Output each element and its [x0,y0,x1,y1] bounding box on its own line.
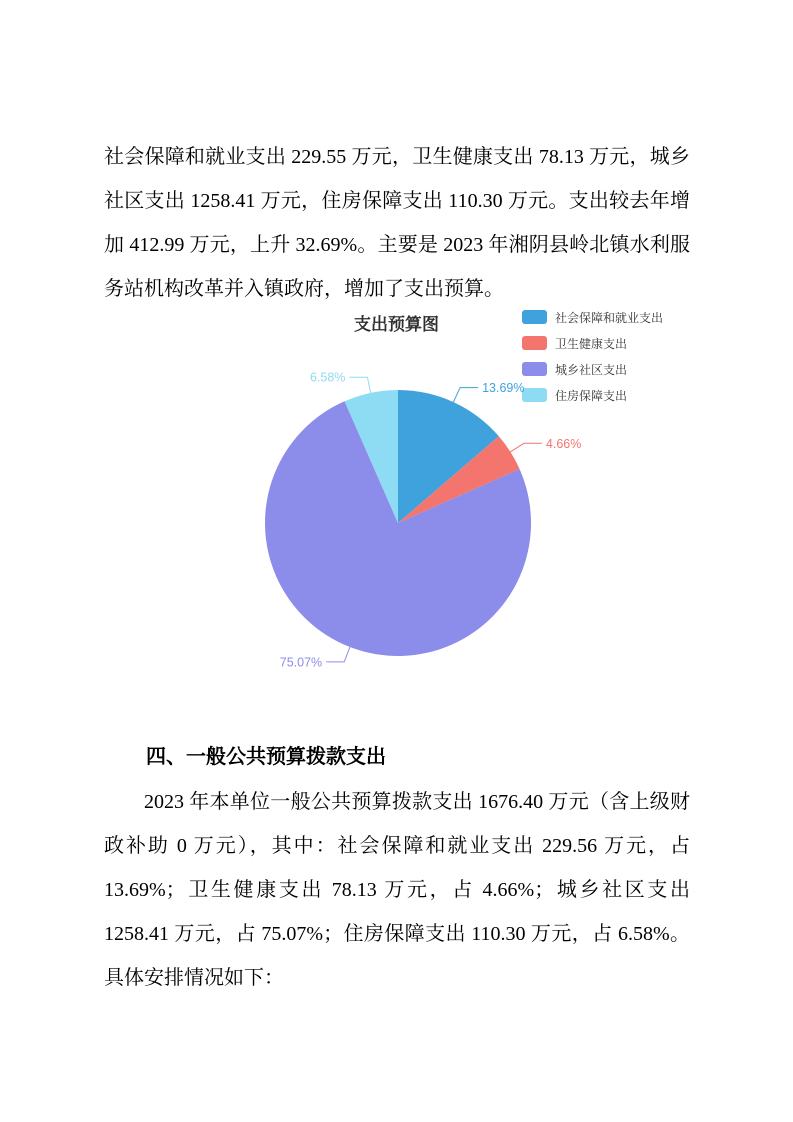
paragraph-budget-detail: 2023 年本单位一般公共预算拨款支出 1676.40 万元（含上级财政补助 0 万元），其中：社会保障和就业支出 229.56 万元，占 13.69%；卫生健康支出 78.13 万元，占 4.66%；城乡社区支出 1258.41 万元，占 75.07%；住房保障支出 110.30 万元，占 6.58%。具体安排情况如下： [104,791,690,989]
legend-label: 社会保障和就业支出 [555,310,664,325]
legend-label: 卫生健康支出 [555,336,628,351]
legend-label: 城乡社区支出 [555,362,628,377]
legend-label: 住房保障支出 [555,388,628,403]
pie-label-2: 75.07% [279,655,323,670]
pie-chart-svg [0,300,793,735]
chart-title: 支出预算图 [354,315,439,334]
pie-label-line-0 [453,388,478,403]
pie-label-3: 6.58% [309,370,346,385]
pie-label-line-1 [510,443,542,452]
pie-label-line-2 [326,646,350,662]
section-heading: 四、一般公共预算拨款支出 [146,746,386,768]
pie-label-1: 4.66% [545,436,582,451]
pie-label-line-3 [349,377,371,394]
paragraph-expenditure-summary: 社会保障和就业支出 229.55 万元，卫生健康支出 78.13 万元，城乡社区支出 1258.41 万元，住房保障支出 110.30 万元。支出较去年增加 412.99 万元，上升 32.69%。主要是 2023 年湘阴县岭北镇水利服务站机构改革并入镇政府，增加了支出预算。 [104,146,690,300]
expenditure-pie-chart [0,300,793,735]
pie-label-0: 13.69% [482,381,525,396]
